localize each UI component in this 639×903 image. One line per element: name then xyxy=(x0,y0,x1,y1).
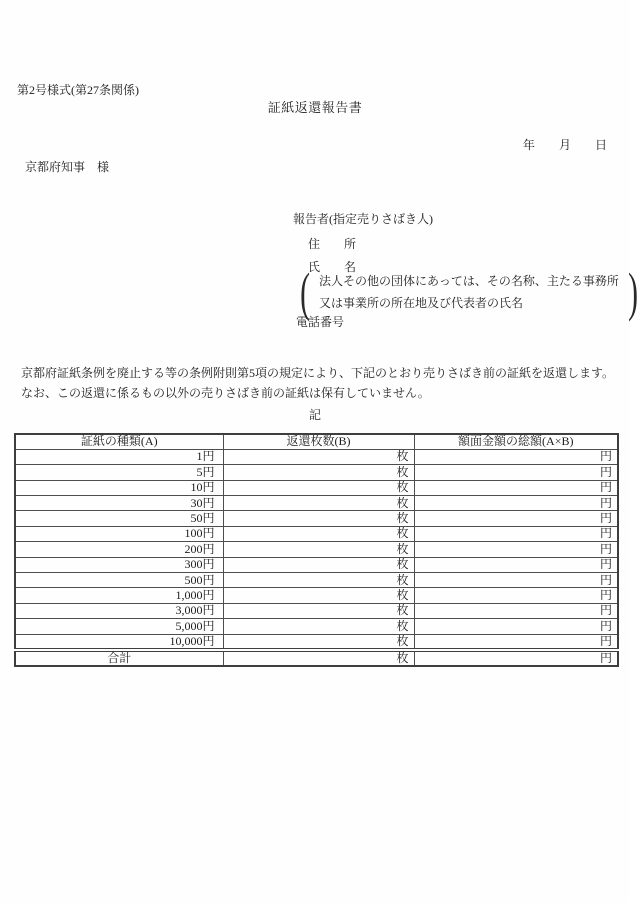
amount-cell: 円 xyxy=(414,603,618,618)
column-header-return-count: 返還枚数(B) xyxy=(223,434,414,449)
table-row xyxy=(15,619,618,634)
stamp-return-table xyxy=(14,433,619,667)
denomination-cell: 10円 xyxy=(15,480,223,495)
year-label: 年 xyxy=(522,138,535,152)
denomination-cell: 500円 xyxy=(15,573,223,588)
denomination-cell: 200円 xyxy=(15,542,223,557)
address-label: 住 所 xyxy=(308,237,357,251)
amount-cell: 円 xyxy=(414,511,618,526)
table-row xyxy=(15,542,618,557)
right-paren: ) xyxy=(628,262,638,322)
sheet-count-cell: 枚 xyxy=(223,573,414,588)
total-label-cell: 合計 xyxy=(15,650,223,666)
corporate-note xyxy=(297,262,639,322)
table-header-row xyxy=(15,434,618,449)
denomination-cell: 100円 xyxy=(15,526,223,541)
denomination-cell: 5,000円 xyxy=(15,619,223,634)
amount-cell: 円 xyxy=(414,542,618,557)
addressee: 京都府知事 様 xyxy=(25,160,110,174)
name-label: 氏 名 xyxy=(308,260,357,274)
table-row xyxy=(15,480,618,495)
amount-cell: 円 xyxy=(414,588,618,603)
amount-cell: 円 xyxy=(414,634,618,650)
body-line1: 京都府証紙条例を廃止する等の条例附則第5項の規定により、下記のとおり売りさばき前の証紙を返還します。 xyxy=(21,366,615,380)
column-header-stamp-type: 証紙の種類(A) xyxy=(15,434,223,449)
sheet-count-cell: 枚 xyxy=(223,465,414,480)
denomination-cell: 1,000円 xyxy=(15,588,223,603)
table-row xyxy=(15,634,618,650)
date-line xyxy=(523,136,607,153)
amount-cell: 円 xyxy=(414,465,618,480)
record-marker: 記 xyxy=(308,408,321,422)
body-text xyxy=(21,363,621,403)
table-row xyxy=(15,465,618,480)
body-line2: なお、この返還に係るもの以外の売りさばき前の証紙は保有していません。 xyxy=(21,386,430,400)
sheet-count-cell: 枚 xyxy=(223,480,414,495)
sheet-count-cell: 枚 xyxy=(223,526,414,541)
corporate-note-line2: 又は事業所の所在地及び代表者の氏名 xyxy=(319,296,524,310)
sheet-count-cell: 枚 xyxy=(223,511,414,526)
table-row xyxy=(15,511,618,526)
left-paren: ( xyxy=(300,262,311,322)
sheet-count-cell: 枚 xyxy=(223,619,414,634)
corporate-note-line1: 法人その他の団体にあっては、その名称、主たる事務所 xyxy=(319,274,619,288)
sheet-count-cell: 枚 xyxy=(223,588,414,603)
amount-cell: 円 xyxy=(414,496,618,511)
table-row xyxy=(15,603,618,618)
table-row xyxy=(15,449,618,464)
table-row xyxy=(15,573,618,588)
amount-cell: 円 xyxy=(414,449,618,464)
table-row xyxy=(15,526,618,541)
amount-cell: 円 xyxy=(414,557,618,572)
column-header-total-amount: 額面金額の総額(A×B) xyxy=(414,434,618,449)
table-row xyxy=(15,496,618,511)
sheet-count-cell: 枚 xyxy=(223,542,414,557)
sheet-count-cell: 枚 xyxy=(223,634,414,650)
corporate-note-text xyxy=(311,270,625,314)
table-row xyxy=(15,557,618,572)
denomination-cell: 5円 xyxy=(15,465,223,480)
amount-cell: 円 xyxy=(414,573,618,588)
denomination-cell: 3,000円 xyxy=(15,603,223,618)
phone-label: 電話番号 xyxy=(296,315,345,329)
form-number: 第2号様式(第27条関係) xyxy=(17,83,139,97)
sheet-count-cell: 枚 xyxy=(223,496,414,511)
amount-cell: 円 xyxy=(414,480,618,495)
day-label: 日 xyxy=(594,138,607,152)
denomination-cell: 50円 xyxy=(15,511,223,526)
denomination-cell: 10,000円 xyxy=(15,634,223,650)
denomination-cell: 1円 xyxy=(15,449,223,464)
month-label: 月 xyxy=(558,138,571,152)
sheet-count-cell: 枚 xyxy=(223,557,414,572)
sheet-count-cell: 枚 xyxy=(223,449,414,464)
table-row xyxy=(15,588,618,603)
amount-cell: 円 xyxy=(414,619,618,634)
document-title: 証紙返還報告書 xyxy=(267,100,363,115)
amount-cell: 円 xyxy=(414,526,618,541)
sheet-count-cell: 枚 xyxy=(223,603,414,618)
total-sheet-count-cell: 枚 xyxy=(223,650,414,666)
reporter-heading: 報告者(指定売りさばき人) xyxy=(293,212,433,226)
total-row xyxy=(15,650,618,666)
denomination-cell: 300円 xyxy=(15,557,223,572)
total-amount-cell: 円 xyxy=(414,650,618,666)
denomination-cell: 30円 xyxy=(15,496,223,511)
